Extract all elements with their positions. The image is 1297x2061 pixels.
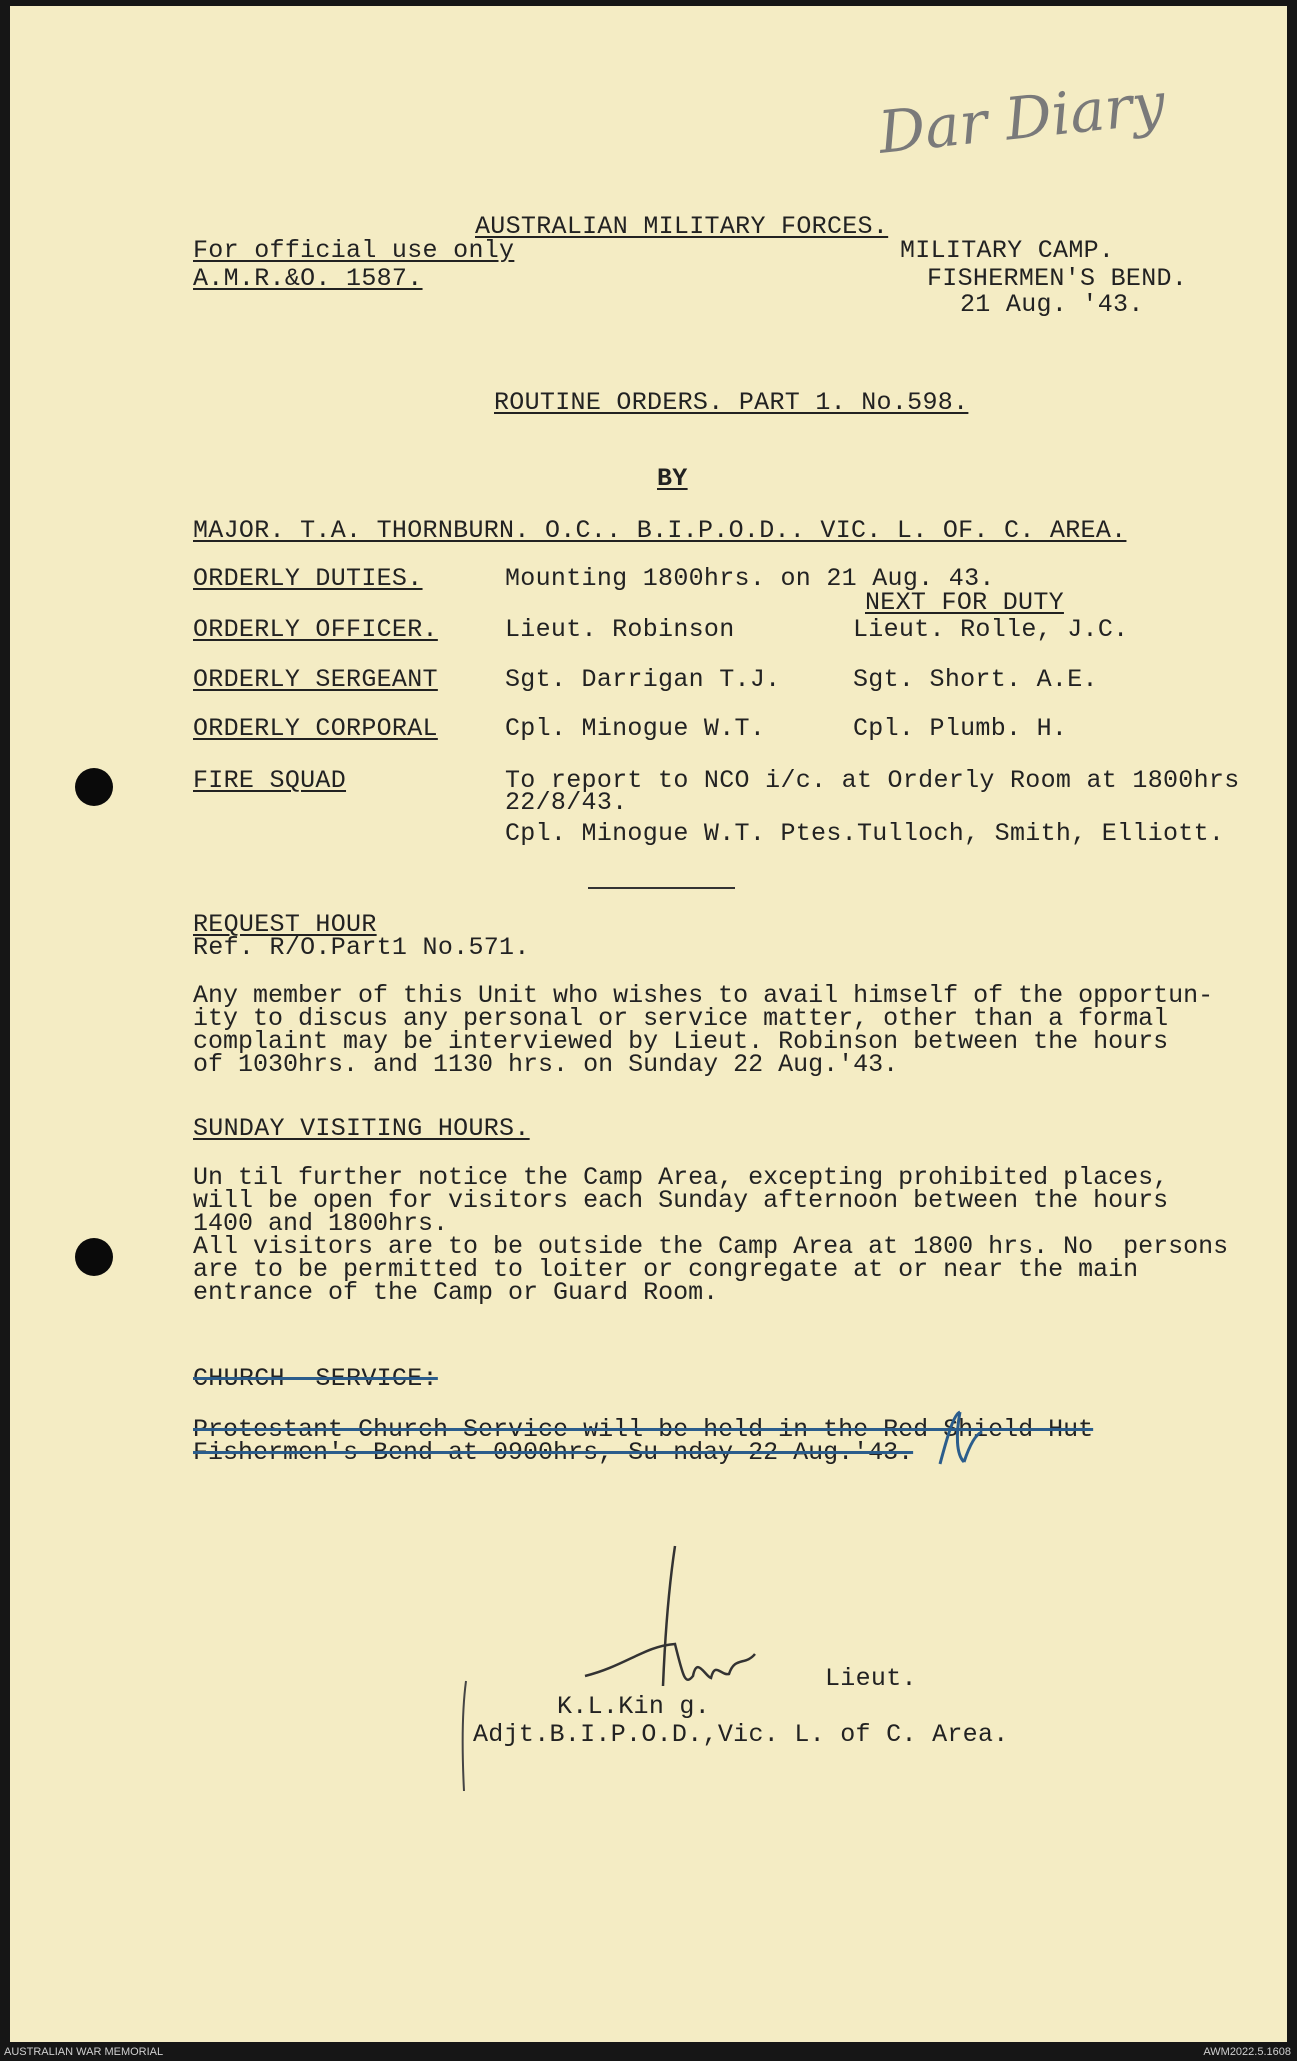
archive-footer [0, 2044, 1297, 2061]
duty-label: ORDERLY CORPORAL [193, 714, 438, 743]
fire-squad-date: 22/8/43. [505, 788, 628, 817]
forces-heading: AUSTRALIAN MILITARY FORCES. [475, 212, 889, 241]
sunday-paragraph [193, 1163, 1229, 1307]
amro-reference: A.M.R.&O. 1587. [193, 264, 423, 293]
paragraph-line: entrance of the Camp or Guard Room. [193, 1278, 719, 1307]
document-title: ROUTINE ORDERS. PART 1. No.598. [494, 388, 969, 417]
fire-squad-members: Cpl. Minogue W.T. Ptes.Tulloch, Smith, Elliott. [505, 819, 1225, 848]
commander-line: MAJOR. T.A. THORNBURN. O.C.. B.I.P.O.D.. VIC. L. OF. C. AREA. [193, 516, 1127, 545]
duty-next: Sgt. Short. A.E. [853, 665, 1098, 694]
document-page [10, 6, 1287, 2042]
duty-label: ORDERLY DUTIES. [193, 564, 423, 593]
duty-value: Sgt. Darrigan T.J. [505, 665, 781, 694]
initials-mark [930, 1404, 990, 1484]
request-reference: Ref. R/O.Part1 No.571. [193, 933, 530, 962]
request-paragraph [193, 981, 1214, 1079]
signatory-name: K.L.Kin g. [557, 1692, 711, 1721]
paragraph-line: All visitors are to be outside the Camp Area at 1800 hrs. No persons [193, 1232, 1229, 1261]
camp-name: MILITARY CAMP. [900, 236, 1115, 265]
paragraph-line: 1400 and 1800hrs. [193, 1209, 449, 1238]
duty-value: Mounting 1800hrs. on 21 Aug. 43. [505, 564, 995, 593]
official-use-label: For official use only [193, 236, 515, 265]
footer-catalogue-id: AWM2022.5.1608 [1203, 2046, 1291, 2058]
duty-value: Lieut. Robinson [505, 615, 735, 644]
punch-hole-top [75, 768, 113, 806]
paragraph-line: ity to discus any personal or service matter, other than a formal [193, 1004, 1169, 1033]
sunday-heading: SUNDAY VISITING HOURS. [193, 1114, 530, 1143]
duty-value: To report to NCO i/c. at Orderly Room at 1800hrs [505, 766, 1240, 795]
paragraph-line: of 1030hrs. and 1130 hrs. on Sunday 22 Aug.'43. [193, 1050, 899, 1079]
section-divider [588, 887, 735, 889]
paragraph-line: Fishermen's Bend at 0900hrs, Su nday 22 Aug.'43. [193, 1438, 914, 1467]
request-heading: REQUEST HOUR [193, 910, 377, 939]
paragraph-line: will be open for visitors each Sunday afternoon between the hours [193, 1186, 1169, 1215]
duty-value: Cpl. Minogue W.T. [505, 714, 766, 743]
paragraph-line: are to be permitted to loiter or congregate at or near the main [193, 1255, 1139, 1284]
signatory-rank: Lieut. [825, 1664, 917, 1693]
signatory-role: Adjt.B.I.P.O.D.,Vic. L. of C. Area. [473, 1720, 1009, 1749]
duty-next: Lieut. Rolle, J.C. [853, 615, 1129, 644]
by-label: BY [657, 464, 688, 493]
duty-next: Cpl. Plumb. H. [853, 714, 1068, 743]
church-heading: CHURCH SERVICE: [193, 1364, 438, 1393]
next-for-duty-header: NEXT FOR DUTY [865, 588, 1064, 617]
duty-label: FIRE SQUAD [193, 766, 347, 795]
duty-label: ORDERLY OFFICER. [193, 615, 438, 644]
paragraph-line: Any member of this Unit who wishes to avail himself of the opportun- [193, 981, 1214, 1010]
footer-source: AUSTRALIAN WAR MEMORIAL [4, 2046, 164, 2058]
duty-label: ORDERLY SERGEANT [193, 665, 438, 694]
camp-location: FISHERMEN'S BEND. [927, 264, 1188, 293]
paragraph-line: Un til further notice the Camp Area, excepting prohibited places, [193, 1163, 1169, 1192]
handwritten-annotation: Dar Diary [875, 69, 1169, 167]
paragraph-line: complaint may be interviewed by Lieut. Robinson between the hours [193, 1027, 1169, 1056]
order-date: 21 Aug. '43. [960, 290, 1144, 319]
punch-hole-bottom [75, 1238, 113, 1276]
paragraph-line: Protestant Church Service will be held in the Red Shield Hut [193, 1415, 1094, 1444]
